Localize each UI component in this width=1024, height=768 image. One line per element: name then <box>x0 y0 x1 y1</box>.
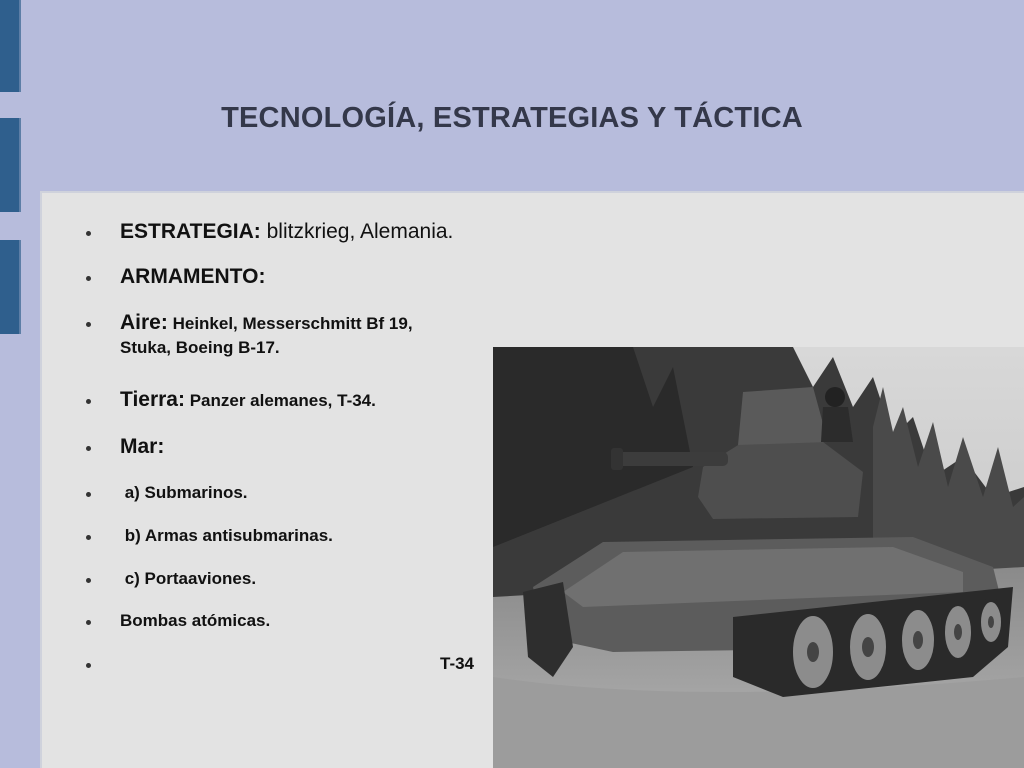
bullet-dot <box>86 535 91 540</box>
tank-photo <box>493 347 1024 768</box>
slide-title: TECNOLOGÍA, ESTRATEGIAS Y TÁCTICA <box>221 102 803 134</box>
bullet-dot <box>86 578 91 583</box>
bullet-body: Heinkel, Messerschmitt Bf 19, <box>167 314 413 333</box>
bullet-label: ARMAMENTO: <box>120 265 266 288</box>
edge-tab <box>0 240 21 334</box>
bullet-dot <box>86 276 91 281</box>
bullet-label: ESTRATEGIA: <box>120 220 261 243</box>
bullet-dot <box>86 322 91 327</box>
bullet-label: Tierra: <box>120 388 185 411</box>
photo-caption: T-34 <box>440 654 475 673</box>
bullet-dot <box>86 663 91 668</box>
bullet-text <box>120 388 376 412</box>
edge-tab <box>0 0 21 92</box>
bullet-body: Bombas atómicas. <box>120 611 271 630</box>
bullet-text <box>120 311 413 335</box>
bullet-label: Mar: <box>120 435 165 458</box>
bullet-body: a) Submarinos. <box>120 483 248 502</box>
bullet-dot <box>86 620 91 625</box>
bullet-body: b) Armas antisubmarinas. <box>120 526 333 545</box>
bullet-body: blitzkrieg, Alemania. <box>260 220 454 243</box>
bullet-body: c) Portaaviones. <box>120 569 257 588</box>
bullet-body: Panzer alemanes, T-34. <box>184 391 376 410</box>
bullet-text <box>120 220 453 244</box>
bullet-dot <box>86 446 91 451</box>
bullet-body-line2: Stuka, Boeing B-17. <box>120 338 280 357</box>
bullet-label: Aire: <box>120 311 168 334</box>
bullet-dot <box>86 399 91 404</box>
bullet-dot <box>86 492 91 497</box>
bullet-dot <box>86 231 91 236</box>
